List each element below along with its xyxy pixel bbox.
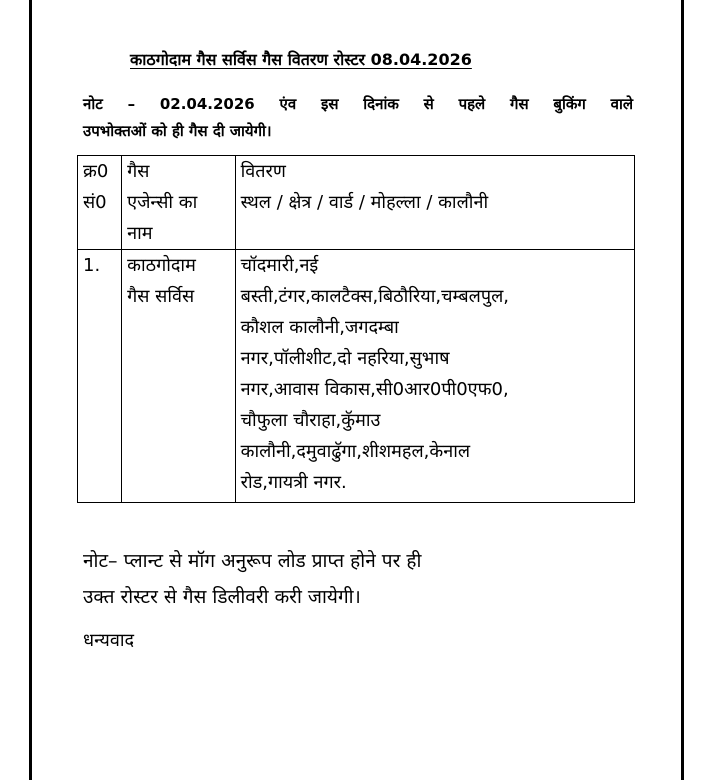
header-agency-line: गैस bbox=[127, 161, 150, 182]
header-agency-line: एजेन्सी का bbox=[127, 192, 198, 213]
table-row bbox=[78, 250, 635, 503]
area-line: कालौनी,दमुवाढुॅगा,शीशमहल,केनाल bbox=[240, 441, 471, 462]
header-serial-number bbox=[78, 156, 122, 250]
top-note bbox=[83, 91, 633, 145]
agency-line: गैस सर्विस bbox=[127, 286, 195, 307]
row-distribution-areas bbox=[235, 250, 634, 503]
header-distribution-area bbox=[235, 156, 634, 250]
area-line: नगर,पॉलीशीट,दो नहरिया,सुभाष bbox=[240, 348, 450, 369]
closing-thanks: धन्यवाद bbox=[83, 630, 135, 651]
header-sno-line: सं0 bbox=[83, 192, 107, 213]
area-line: नगर,आवास विकास,सी0आर0पी0एफ0, bbox=[240, 379, 509, 400]
header-area-line: वितरण bbox=[240, 161, 286, 182]
area-line: रोड,गायत्री नगर. bbox=[240, 472, 347, 493]
header-agency-line: नाम bbox=[127, 223, 153, 244]
top-note-line-1: नोट – 02.04.2026 एंव इस दिनांक से पहले गैस बुकिंग वाले bbox=[83, 95, 633, 113]
area-line: चॉदमारी,नई bbox=[240, 255, 319, 276]
header-agency-name bbox=[122, 156, 236, 250]
header-sno-line: क्र0 bbox=[83, 161, 109, 182]
document-title: काठगोदाम गैस सर्विस गैस वितरण रोस्टर 08.04.2026 bbox=[130, 50, 472, 69]
bottom-note-line-1: नोट– प्लान्ट से मॉग अनुरूप लोड प्राप्त होने पर ही bbox=[83, 550, 422, 572]
header-area-line: स्थल / क्षेत्र / वार्ड / मोहल्ला / कालौनी bbox=[240, 192, 489, 213]
roster-table bbox=[77, 155, 635, 503]
row-serial-number: 1. bbox=[78, 250, 122, 503]
top-note-line-2: उपभोक्तओं को ही गैस दी जायेगी। bbox=[83, 122, 272, 140]
table-header-row bbox=[78, 156, 635, 250]
row-agency-name bbox=[122, 250, 236, 503]
area-line: बस्ती,टंगर,कालटैक्स,बिठौरिया,चम्बलपुल, bbox=[240, 286, 510, 307]
area-line: कौशल कालौनी,जगदम्बा bbox=[240, 317, 399, 338]
agency-line: काठगोदाम bbox=[127, 255, 196, 276]
bottom-note bbox=[83, 543, 643, 615]
area-line: चौफुला चौराहा,कुॅमाउ bbox=[240, 410, 381, 431]
bottom-note-line-2: उक्त रोस्टर से गैस डिलीवरी करी जायेगी। bbox=[83, 586, 361, 608]
